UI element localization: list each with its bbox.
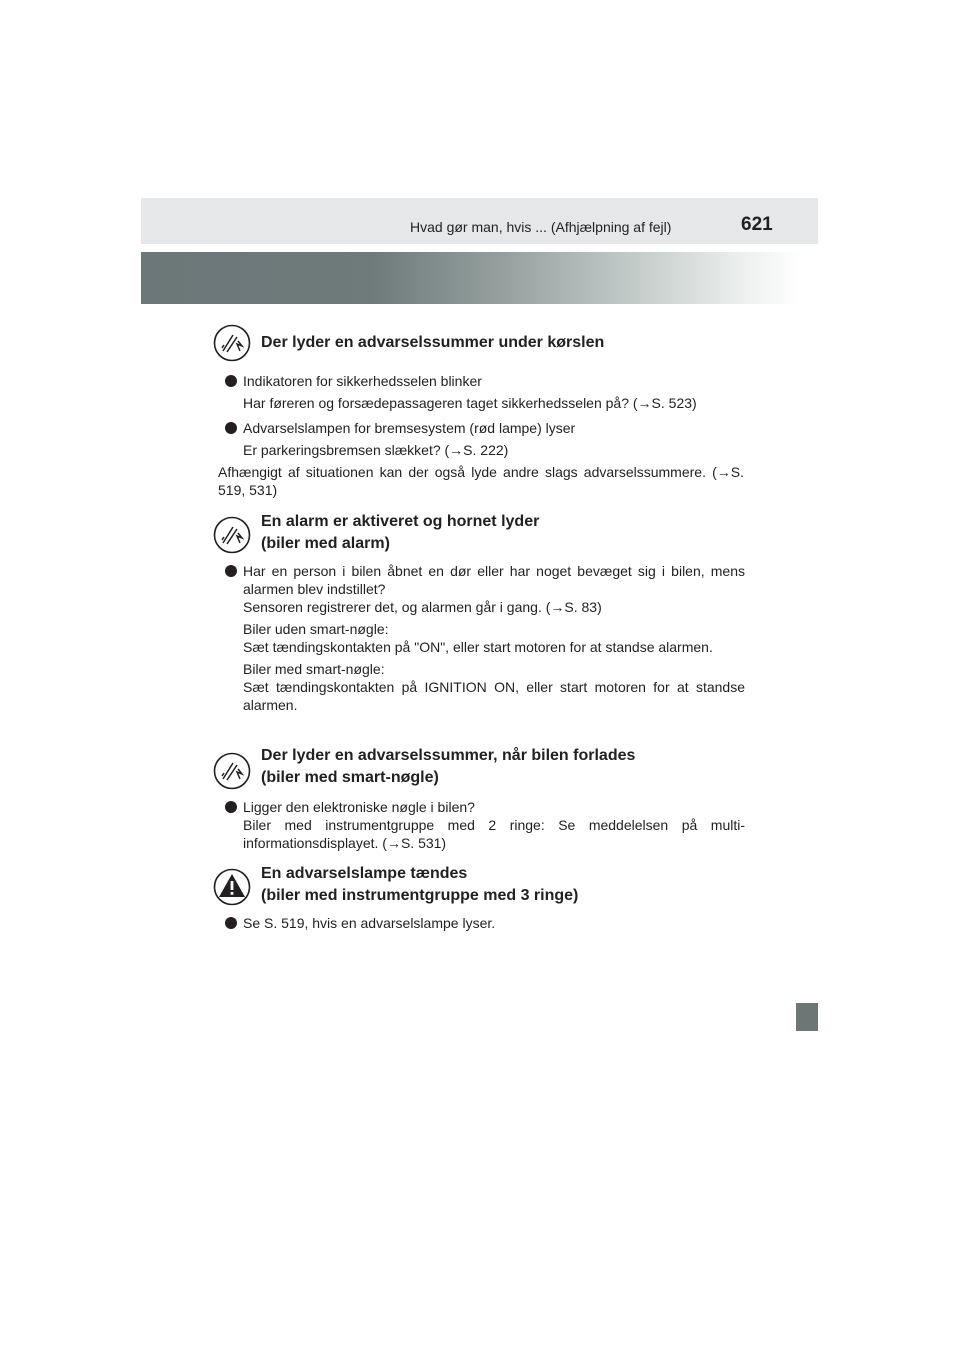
section-title: En alarm er aktiveret og hornet lyder	[261, 513, 540, 530]
buzzer-icon	[213, 516, 251, 554]
list-item-title: Ligger den elektroniske nøgle i bilen?	[243, 799, 475, 815]
note-paragraph: Afhængigt af situationen kan der også lyde andre slags advarselssummere. (→S. 519, 531)	[218, 464, 744, 498]
section-banner	[141, 252, 801, 304]
warning-triangle-icon	[213, 868, 251, 906]
list-item	[213, 372, 747, 412]
list-item-title: Advarselslampen for bremsesystem (rød lampe) lyser	[243, 420, 576, 436]
section-title: En advarselslampe tændes	[261, 865, 468, 882]
bullet-icon	[225, 917, 237, 929]
bullet-icon	[225, 565, 237, 577]
chapter-title: Hvad gør man, hvis ... (Afhjælpning af fejl)	[410, 219, 672, 235]
section-subtitle: (biler med smart-nøgle)	[261, 769, 439, 786]
sub-text: Sæt tændingskontakten på "ON", eller start motoren for at standse alarmen.	[243, 639, 713, 655]
list-item-text: Er parkeringsbremsen slækket? (→S. 222)	[243, 442, 509, 458]
buzzer-icon	[213, 752, 251, 790]
section-buzzer-leaving-car	[213, 744, 753, 854]
list-item-title: Har en person i bilen åbnet en dør eller har noget bevæget sig i bilen, mens alarmen blev indstillet?	[243, 563, 745, 597]
sub-heading: Biler med smart-nøgle:	[243, 661, 385, 677]
section-title: Der lyder en advarselssummer under kørslen	[261, 334, 605, 351]
section-subtitle: (biler med instrumentgruppe med 3 ringe)	[261, 887, 579, 904]
section-alarm-activated	[213, 508, 753, 738]
list-item-text: Biler med instrumentgruppe med 2 ringe: Se meddelelsen på multi-informationsdisplayet. (→S. 531)	[243, 817, 745, 851]
list-item-title: Indikatoren for sikkerhedsselen blinker	[243, 373, 482, 389]
list-item-text: Har føreren og forsædepassageren taget sikkerhedsselen på? (→S. 523)	[243, 395, 697, 411]
sub-heading: Biler uden smart-nøgle:	[243, 621, 389, 637]
section-warning-light	[213, 862, 753, 942]
section-subtitle: (biler med alarm)	[261, 535, 390, 552]
list-item	[213, 798, 747, 858]
bullet-icon	[225, 375, 237, 387]
list-item-title: Se S. 519, hvis en advarselslampe lyser.	[243, 915, 496, 931]
page-number: 621	[741, 214, 773, 235]
chapter-tab-marker	[796, 1003, 818, 1031]
buzzer-icon	[213, 324, 251, 362]
list-item	[213, 562, 747, 732]
bullet-icon	[225, 801, 237, 813]
section-title: Der lyder en advarselssummer, når bilen forlades	[261, 747, 636, 764]
bullet-icon	[225, 422, 237, 434]
list-item-text: Sensoren registrerer det, og alarmen går i gang. (→S. 83)	[243, 599, 602, 615]
list-item	[213, 914, 747, 936]
list-item	[213, 419, 747, 459]
sub-text: Sæt tændingskontakten på IGNITION ON, eller start motoren for at standse alarmen.	[243, 679, 745, 713]
